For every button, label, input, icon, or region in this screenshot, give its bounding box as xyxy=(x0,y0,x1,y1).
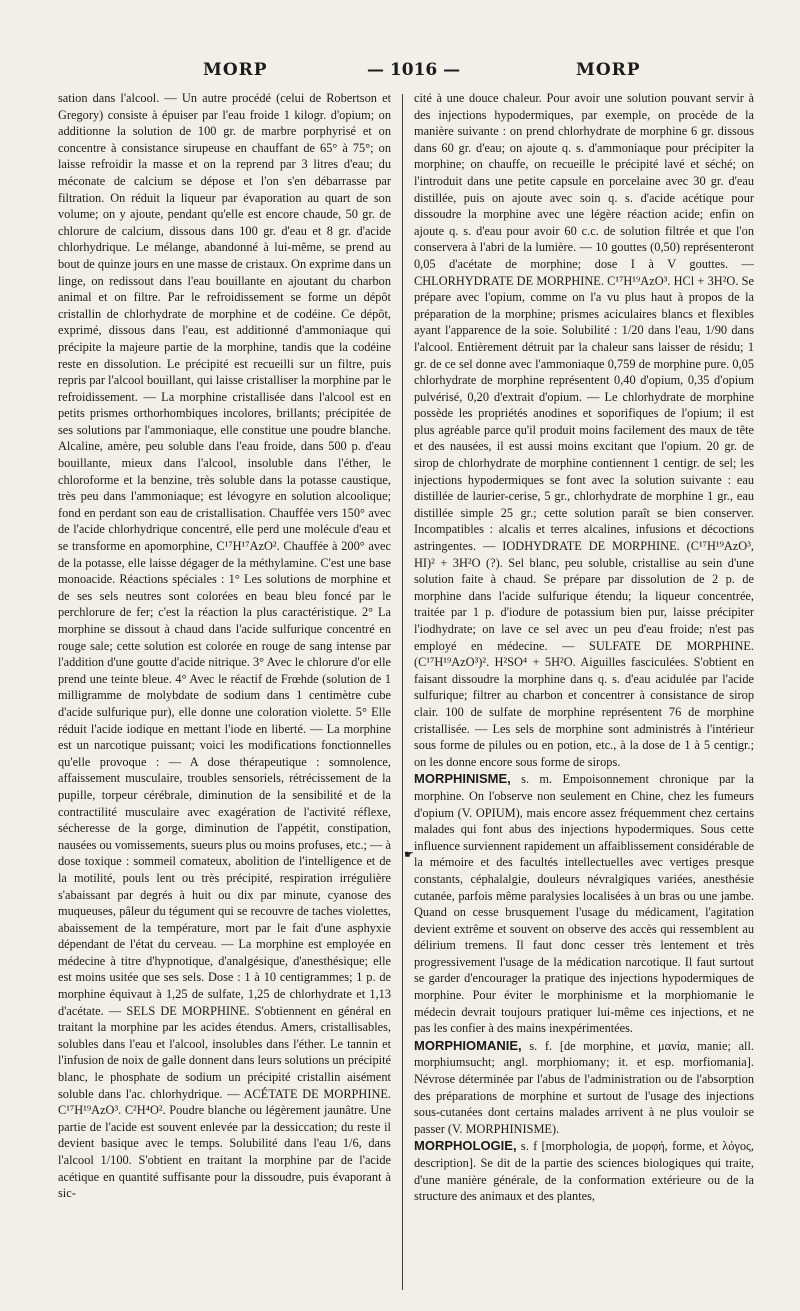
running-head-left: MORP xyxy=(203,60,268,80)
entry-body: s. f. [de morphine, et μανία, manie; all. morphiumsucht; angl. morphiomany; it. et esp. morfiomania]. Névrose déterminée par l'abus de l'administration ou de l'absorption des préparations de morphine et surtout de l'usage des injections sous-cutanées dont certains malades arrivent à ne plus vouloir se passer (V. MORPHINISME). xyxy=(414,1038,754,1136)
left-column xyxy=(58,90,391,1295)
entry-morphinisme xyxy=(414,771,754,1037)
running-head-right: MORP xyxy=(576,60,641,80)
right-column-continuation: cité à une douce chaleur. Pour avoir une solution pouvant servir à des injections hypodermiques, par exemple, on procède de la manière suivante : on prend chlorhydrate de morphine 6 gr. dissous dans 60 gr. d'eau; on ajoute q. s. d'ammoniaque pour précipiter la morphine; on chauffe, on recueille le précipité lavé et séché; on l'introduit dans une petite capsule en porcelaine avec 30 gr. d'eau distillée, puis on ajoute avec soin q. s. d'acide acétique pour dissoudre la morphine avec une légère réaction acide; enfin on ajoute q. s. d'eau pour avoir 60 c.c. de solution filtrée et que l'on conservera à l'abri de la lumière. — 10 gouttes (0,50) représenteront 0,05 d'acétate de morphine; dose I à V gouttes. — CHLORHYDRATE DE MORPHINE. C¹⁷H¹⁹AzO³. HCl + 3H²O. Se prépare avec l'opium, comme on l'a vu plus haut à propos de la préparation de la morphine; prismes aciculaires blancs et flexibles ayant l'apparence de la soie. Solubilité : 1/20 dans l'eau, 1/90 dans l'alcool. Entièrement détruit par la chaleur sans laisser de résidu; 1 gr. de ce sel donne avec l'ammoniaque 0,759 de morphine pure. 0,05 chlorhydrate de morphine représentent 0,40 d'opium, 0,35 d'opium pulvérisé, 0,20 d'extrait d'opium. — Le chlorhydrate de morphine possède les propriétés anodines et soporifiques de l'opium; il est plus agréable parce qu'il produit moins facilement des maux de tête et des nausées, il est aussi moins excitant que l'opium. 20 gr. de sirop de chlorhydrate de morphine contiennent 1 centigr. de sel; les injections hypodermiques se font avec la solution suivante : eau distillée de laurier-cerise, 5 gr., chlorhydrate de morphine 1 gr., eau distillée simple 25 gr.; cette solution paraît se bien conserver. Incompatibles : alcalis et terres alcalines, infusions et décoctions astringentes. — IODHYDRATE DE MORPHINE. (C¹⁷H¹⁹AzO³, HI)² + 3H²O (?). Sel blanc, peu soluble, cristallise au sein d'une solution faite à chaud. Se prépare par dissolution de 2 p. de morphine dans l'acide sulfurique étendu; la liqueur concentrée, traitée par 1 p. d'iodure de potassium bien pur, laisse précipiter l'iodhydrate; on lave ce sel avec un peu d'eau froide; n'est pas employé en médecine. — SULFATE DE MORPHINE. (C¹⁷H¹⁹AzO³)². H²SO⁴ + 5H²O. Aiguilles fasciculées. S'obtient en faisant dissoudre la morphine dans q. s. d'eau acidulée par l'acide sulfurique; filtrer au charbon et concentrer à consistance de sirop clair. 100 de sulfate de morphine représentent 76 de morphine cristallisée. — Les sels de morphine sont administrés à l'intérieur sous forme de pilules ou en potion, etc., à la dose de 1 à 5 centigr.; on les donne encore sous forme de sirops. xyxy=(414,91,754,769)
entry-morphologie xyxy=(414,1138,754,1204)
page-header xyxy=(0,60,800,90)
entry-head: MORPHOLOGIE, xyxy=(414,1138,517,1154)
right-column xyxy=(414,90,754,1295)
entry-morphiomanie xyxy=(414,1038,754,1138)
column-divider xyxy=(402,94,403,1290)
entry-pointer-icon: ☛ xyxy=(404,848,414,861)
page-number: — 1016 — xyxy=(367,60,461,80)
entry-head: MORPHINISME, xyxy=(414,771,511,787)
entry-head: MORPHIOMANIE, xyxy=(414,1037,522,1053)
left-column-text: sation dans l'alcool. — Un autre procédé (celui de Robertson et Gregory) consiste à épuiser par l'eau froide 1 kilogr. d'opium; on additionne la solution de 100 gr. de marbre porphyrisé et on concentre à consistance sirupeuse en chauffant de 65° à 75°; on laisse refroidir la masse et on la reprend par 3 litres d'eau; du méconate de calcium se dépose et l'on s'en débarrasse par filtration. On réduit la liqueur par évaporation au quart de son volume; on y ajoute, pendant qu'elle est encore chaude, 50 gr. de chlorure de calcium, dissous dans 100 gr. d'eau et 8 gr. d'acide chlorhydrique. Le mélange, abandonné à lui-même, se prend au bout de quinze jours en une masse de cristaux. On exprime dans un linge, on redissout dans l'eau bouillante en ajoutant du charbon animal et on filtre. Par le refroidissement se forme un dépôt cristallin de chlorhydrate de morphine et de codéine. Ce dépôt, exprimé, dissous dans l'eau, est additionné d'ammoniaque qui précipite la majeure partie de la morphine, tandis que la codéine reste en dissolution. Le précipité est recueilli sur un filtre, puis repris par l'alcool bouillant, qui laisse cristalliser la morphine par le refroidissement. — La morphine cristallisée dans l'alcool est en petits prismes orthorhombiques incolores, brillants; précipitée de ses solutions par l'ammoniaque, elle constitue une poudre blanche. Alcaline, amère, peu soluble dans l'eau froide, dans 500 p. d'eau bouillante, mieux dans l'alcool, insoluble dans l'éther, le chloroforme et la benzine, très soluble dans la potasse caustique, très peu dans l'ammoniaque; est lévogyre en solution alcoolique; fond en perdant son eau de cristallisation. Chauffée vers 150° avec de l'acide chlorhydrique concentré, elle perd une molécule d'eau et se transforme en apomorphine, C¹⁷H¹⁷AzO². Chauffée à 200° avec de la potasse, elle laisse dégager de la méthylamine. C'est une base monoacide. Réactions spéciales : 1° Les solutions de morphine et de ses sels neutres sont colorées en beau bleu foncé par le perchlorure de fer; c'est la réaction la plus caractéristique. 2° La morphine se dissout à chaud dans l'acide sulfurique concentré en rouge sale; cette solution est colorée en rouge de sang intense par l'addition d'une goutte d'acide nitrique. 3° Avec le chlorure d'or elle prend une teinte bleue. 4° Avec le réactif de Frœhde (solution de 1 milligramme de molybdate de sodium dans 1 centimètre cube d'acide sulfurique pur), elle donne une coloration violette. 5° Elle réduit l'acide iodique en mettant l'iode en liberté. — La morphine est un narcotique puissant; voici les modifications fonctionnelles qu'elle provoque : — A dose thérapeutique : somnolence, affaissement musculaire, troubles sensoriels, rétrécissement de la pupille, torpeur cérébrale, diminution de la sensibilité et de la contractilité musculaire avec exagération de l'activité réflexe, sécheresse de la gorge, diminution de l'appétit, constipation, nausées ou vomissements, sueurs plus ou moins profuses, etc.; — à dose toxique : sommeil comateux, abolition de l'intelligence et de la motilité, pouls lent ou très précipité, respiration irrégulière s'abaissant par degrés à huit ou dix par minute, cyanose des muqueuses, pâleur du tégument qui se recouvre de taches violettes, abaissement de la température, mort par le fait d'une asphyxie dépendant de l'état du cerveau. — La morphine est employée en médecine à titre d'hypnotique, d'analgésique, d'anesthésique; elle est moins usitée que ses sels. Dose : 1 à 10 centigrammes; 1 p. de morphine équivaut à 1,25 de sulfate, 1,25 de chlorhydrate et 1,13 d'acétate. — SELS DE MORPHINE. S'obtiennent en général en traitant la morphine par les acides étendus. Amers, cristallisables, solubles dans l'eau et l'alcool, insolubles dans l'éther. Le tannin et l'infusion de noix de galle donnent dans leurs solutions un précipité blanc, le phosphate de sodium un précipité cristallin aisément soluble dans l'ac. chlorhydrique. — ACÉTATE DE MORPHINE. C¹⁷H¹⁹AzO³. C²H⁴O². Poudre blanche ou légèrement jaunâtre. Une partie de l'acide est souvent enlevée par la dessiccation; du reste il devient basique avec le temps. Solubilité dans l'eau 1/6, dans l'alcool 1/100. S'obtient en traitant la morphine par de l'acide acétique en quantité suffisante pour la dissoudre, puis évaporant à sic- xyxy=(58,91,391,1201)
entry-body: s. m. Empoisonnement chronique par la morphine. On l'observe non seulement en Chine, chez les fumeurs d'opium (V. OPIUM), mais encore assez fréquemment chez certains malades qui font abus des injections hypodermiques. Sous cette influence surviennent rapidement un affaiblissement considérable de la mémoire et des facultés intellectuelles avec vertiges presque constants, céphalalgie, douleurs névralgiques variées, anesthésie cutanée, parfois même paralysies localisées à un bras ou une jambe. Quand on cesse brusquement l'usage du médicament, l'agitation devient extrême et souvent on observe des accès qui ressemblent au délirium tremens. Il faut donc cesser très lentement et très progressivement l'usage de la médication narcotique. Il faut surtout se garder d'encourager la pratique des injections hypodermiques de morphine. Pour éviter le morphinisme et la morphiomanie le médecin devrait toujours pratiquer lui-même ces injections, et ne pas les confier à des mains inexpérimentées. xyxy=(414,772,754,1036)
entry-body: s. f [morphologia, de μορφή, forme, et λόγος, description]. Se dit de la partie des sciences biologiques qui traite, d'une manière générale, de la conformation extérieure ou de la structure des animaux et des plantes, xyxy=(414,1139,754,1204)
